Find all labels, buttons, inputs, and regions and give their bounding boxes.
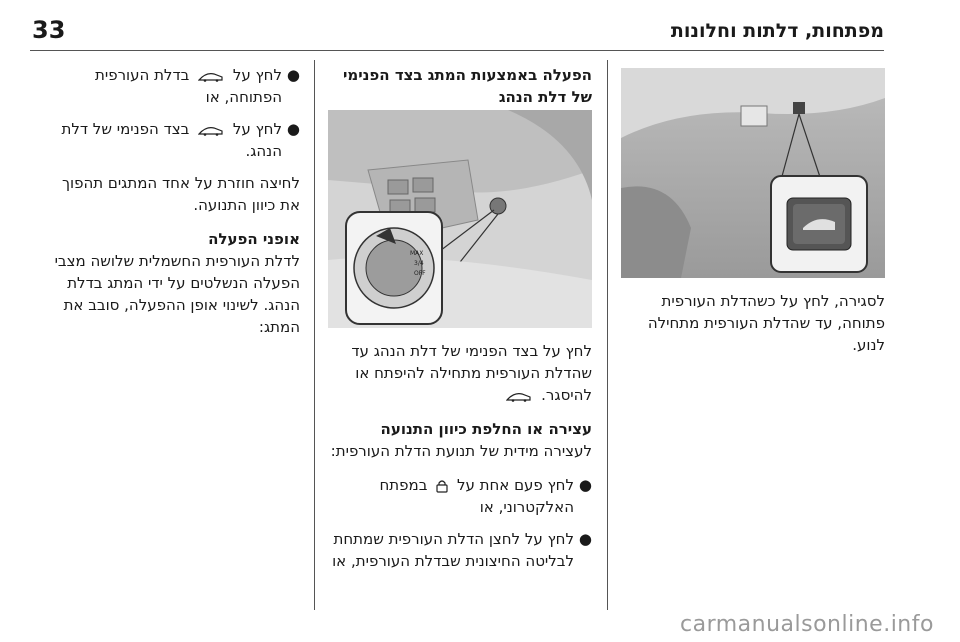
watermark: carmanualsonline.info xyxy=(680,612,934,637)
column-divider-right xyxy=(607,60,608,610)
bullet-text-pre: לחץ על לחצן הדלת העורפית שמתחת לבליטה החיצונית שבדלת העורפית, xyxy=(333,530,574,570)
column-middle-body xyxy=(328,340,592,582)
bullet-text-post: בדלת העורפית הפתוחה, או xyxy=(94,66,282,106)
modes-heading: אופני הפעלה xyxy=(208,230,300,248)
list-item xyxy=(38,64,300,108)
driver-switch-caption xyxy=(328,340,592,406)
car-liftgate-icon xyxy=(198,70,224,82)
bullet-dot: ● xyxy=(578,476,592,494)
header-rule xyxy=(30,50,884,51)
bullet-dot: ● xyxy=(286,66,300,84)
car-liftgate-icon xyxy=(198,124,224,136)
driver-door-illustration xyxy=(328,110,592,328)
column-middle xyxy=(328,64,592,108)
figure-driver-door-switch xyxy=(328,110,592,328)
stop-reverse-heading: עצירה או החלפת כיוון התנועה xyxy=(380,420,592,438)
column-divider-left xyxy=(314,60,315,610)
knob-label-off: OFF xyxy=(414,270,426,277)
column-left xyxy=(38,64,300,350)
driver-switch-heading: הפעלה באמצעות המתג בצד הפנימי של דלת הנהג xyxy=(342,66,592,106)
car-liftgate-icon xyxy=(506,390,532,402)
bullet-dot: ● xyxy=(286,120,300,138)
list-item xyxy=(38,118,300,162)
figure-tailgate-switch xyxy=(621,68,885,278)
stop-reverse-text: לעצירה מידית של תנועת הדלת העורפית: xyxy=(330,442,592,460)
bullet-text-pre: לחץ על xyxy=(232,120,282,138)
page-number: 33 xyxy=(32,16,66,44)
caption-close-tailgate xyxy=(620,290,885,368)
key-lock-icon xyxy=(435,479,449,493)
modes-text: לדלת העורפית החשמלית שלושה מצבי הפעלה הנשלטים על ידי המתג בדלת הנהג. לשינוי אופן ההפעלה, סובב את המתג: xyxy=(54,252,300,336)
bullet-text-pre: לחץ פעם אחת על xyxy=(456,476,574,494)
bullet-dot: ● xyxy=(578,530,592,548)
bullet-text-post: בצד הפנימי של דלת הנהג. xyxy=(61,120,282,160)
reverse-direction-text: לחיצה חוזרת על אחד המתגים תהפוך את כיוון התנועה. xyxy=(61,174,300,214)
tailgate-illustration xyxy=(621,68,885,278)
page-header xyxy=(30,8,884,48)
bullet-text-post: או xyxy=(332,552,347,570)
list-item xyxy=(328,474,592,518)
list-item xyxy=(328,528,592,572)
bullet-text-post: במפתח האלקטרוני, או xyxy=(379,476,574,516)
driver-switch-caption-text: לחץ על בצד הפנימי של דלת הנהג עד שהדלת העורפית מתחילה להיפתח או להיסגר. xyxy=(351,342,592,404)
knob-label-three-quarter: 3/4 xyxy=(414,260,424,267)
bullet-text-pre: לחץ על xyxy=(232,66,282,84)
page-title: מפתחות, דלתות וחלונות xyxy=(670,20,884,42)
caption-close-text: לסגירה, לחץ על כשהדלת העורפית פתוחה, עד שהדלת העורפית מתחילה לנוע. xyxy=(647,292,885,354)
knob-label-max: MAX xyxy=(410,250,424,257)
